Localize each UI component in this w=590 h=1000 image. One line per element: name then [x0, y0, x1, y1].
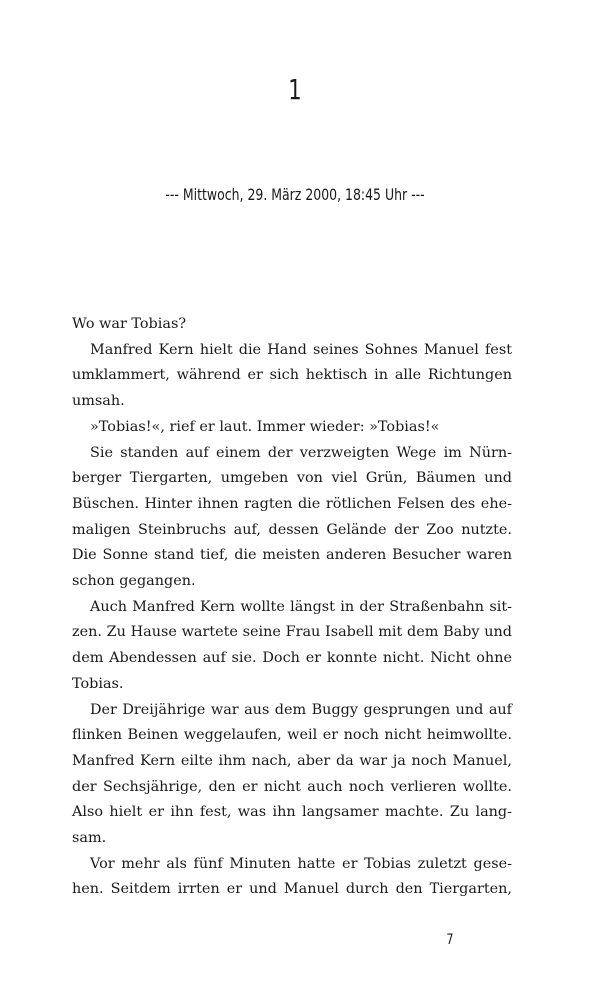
paragraph: »Tobias!«, rief er laut. Immer wieder: »Tobias!« [90, 418, 440, 435]
chapter-number: 1 [288, 73, 302, 106]
paragraph: Auch Manfred Kern wollte längst in der Straßenbahn sitzen. Zu Hause wartete seine Frau Isabell mit dem Baby und dem Abendessen auf sie. Doch er konnte nicht. Nicht ohne Tobias. [72, 598, 512, 692]
chapter-dateline: --- Mittwoch, 29. März 2000, 18:45 Uhr --- [165, 185, 425, 204]
paragraph: Der Dreijährige war aus dem Buggy gesprungen und auf flinken Beinen weggelaufen, weil er noch nicht heimwollte. Manfred Kern eilte ihm nach, aber da war ja noch Manuel, der Sechsjährige, den er nicht auch noch verlieren wollte. Also hielt er ihn fest, was ihn langsamer machte. Zu langsam. [72, 701, 512, 847]
paragraph: Vor mehr als fünf Minuten hatte er Tobias zuletzt gesehen. Seitdem irrten er und Manuel durch den Tiergarten, [72, 855, 512, 898]
page-number: 7 [446, 932, 454, 948]
paragraph: Sie standen auf einem der verzweigten Wege im Nürnberger Tiergarten, umgeben von viel Grün, Bäumen und Büschen. Hinter ihnen ragten die rötlichen Felsen des ehemaligen Steinbruchs auf, dessen Gelände der Zoo nutzte. Die Sonne stand tief, die meisten anderen Besucher waren schon gegangen. [72, 444, 512, 590]
body-text [72, 312, 512, 903]
paragraph: Wo war Tobias? [72, 316, 187, 332]
paragraph: Manfred Kern hielt die Hand seines Sohnes Manuel fest umklammert, während er sich hektisch in alle Richtungen umsah. [72, 341, 512, 410]
